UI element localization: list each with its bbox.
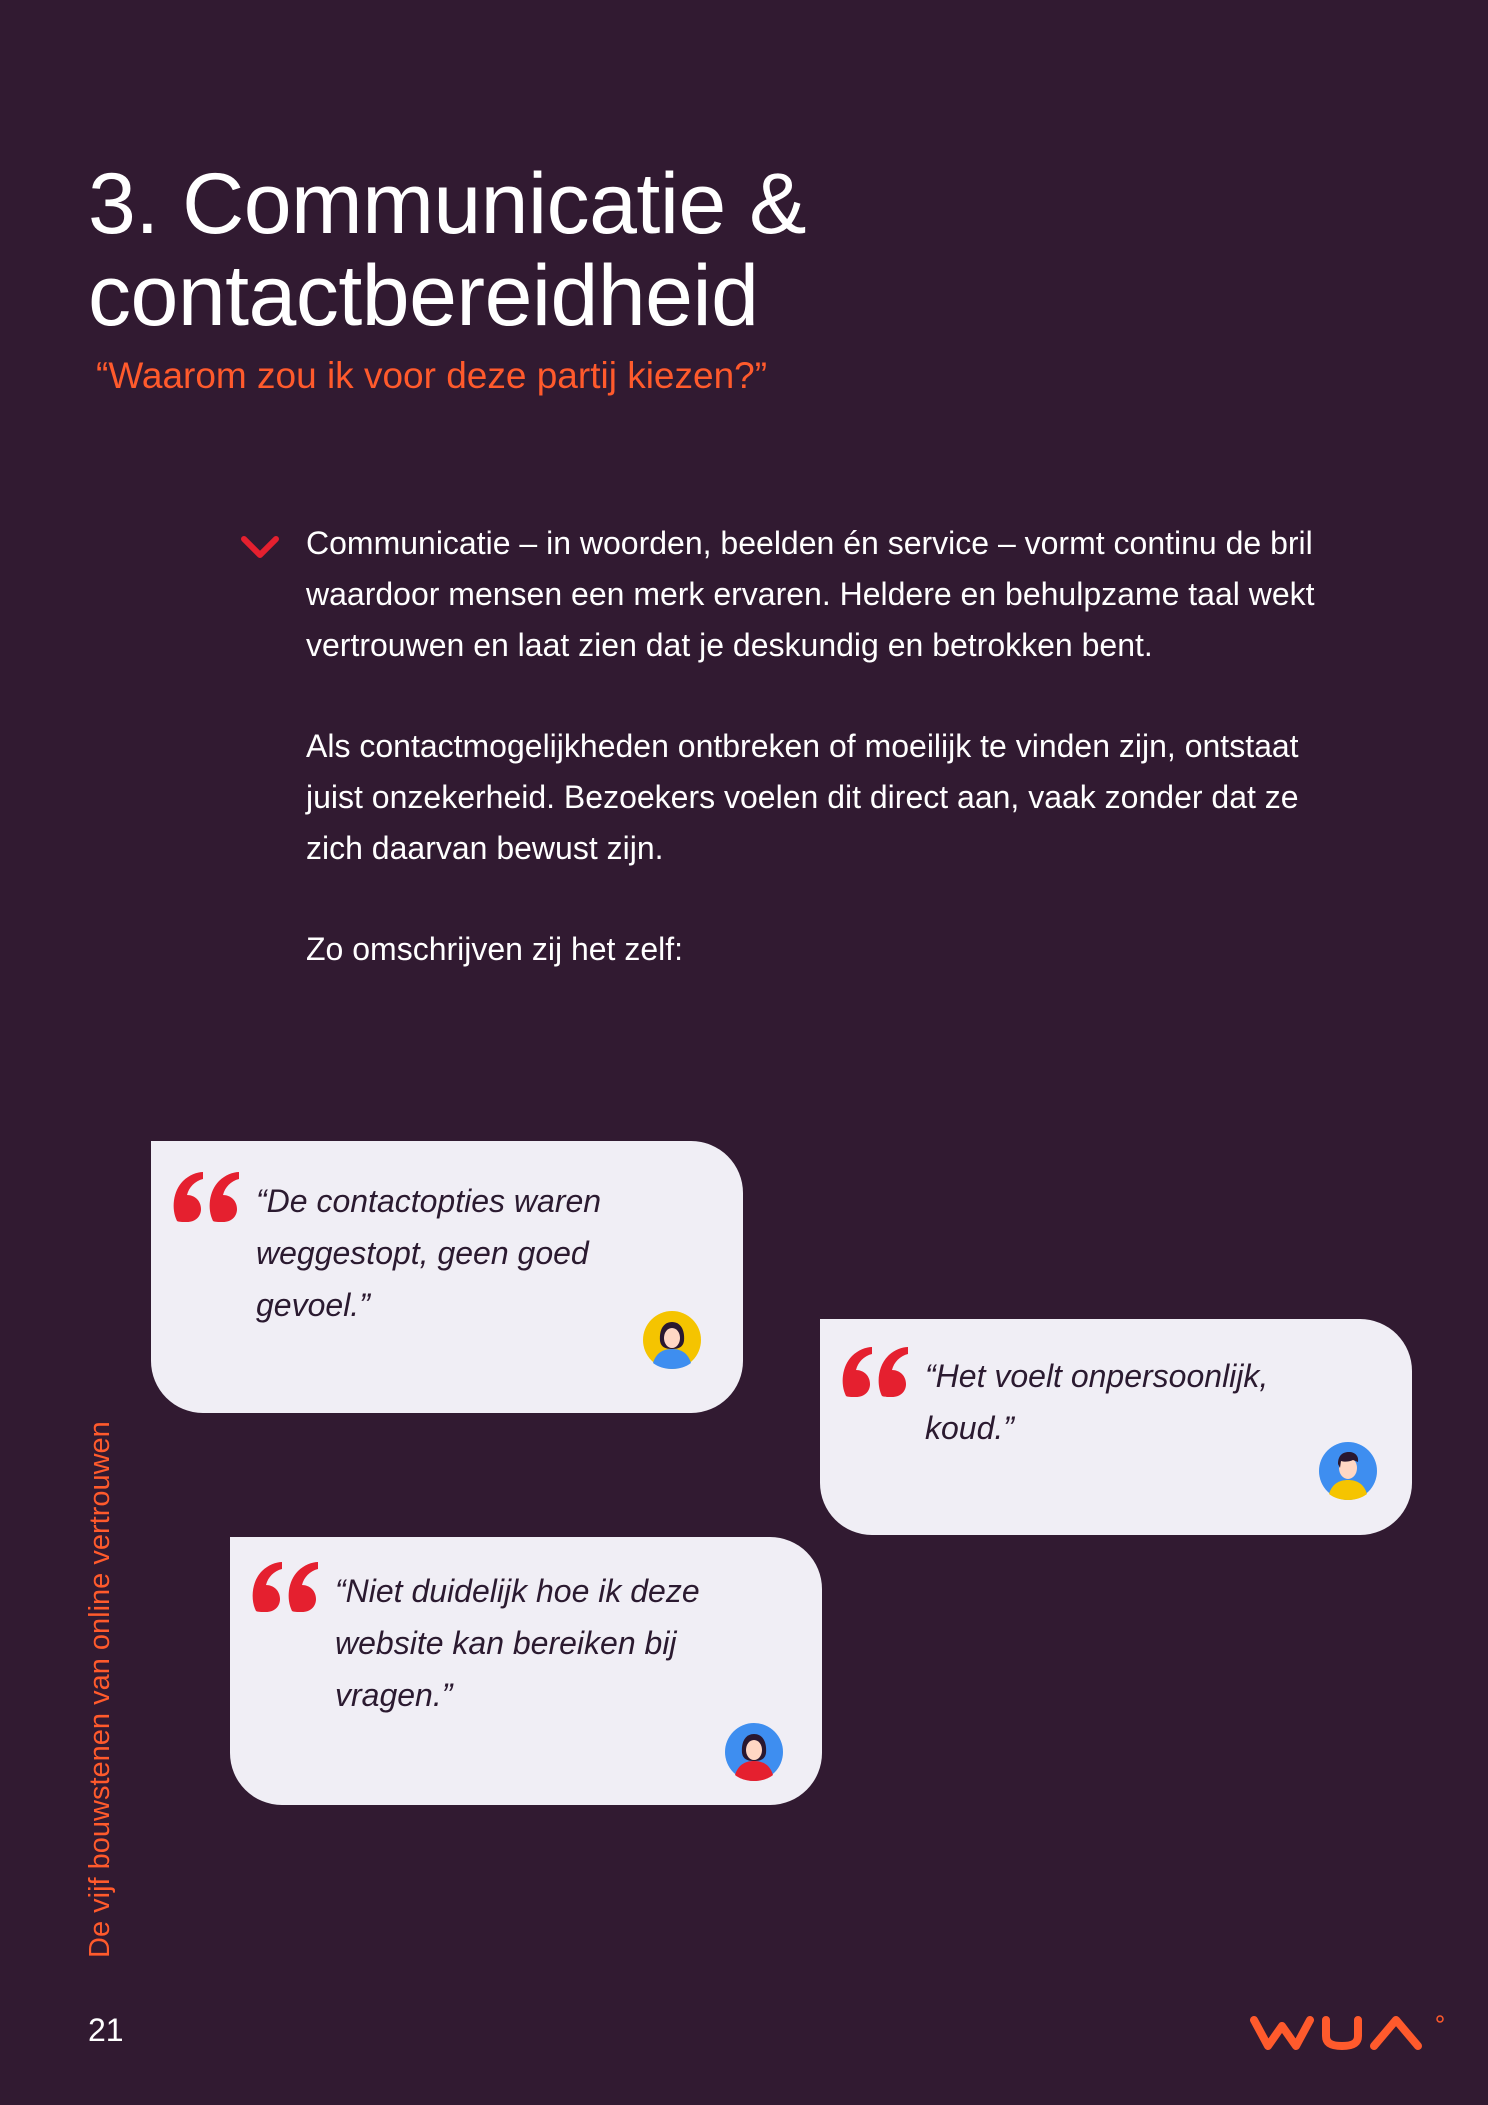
body-paragraph-2: Als contactmogelijkheden ontbreken of moeilijk te vinden zijn, ontstaat juist onzekerheid. Bezoekers voelen dit direct aan, vaak zonder dat ze zich daarvan bewust zijn. [306, 728, 1299, 866]
body-text [306, 518, 1346, 1025]
man-avatar-blue-icon [1319, 1442, 1377, 1500]
body-paragraph-1: Communicatie – in woorden, beelden én service – vormt continu de bril waardoor mensen een merk ervaren. Heldere en behulpzame taal wekt vertrouwen en laat zien dat je deskundig en betrokken bent. [306, 525, 1315, 663]
quote-card [230, 1537, 822, 1805]
page-subtitle: “Waarom zou ik voor deze partij kiezen?” [96, 355, 768, 396]
woman-avatar-blue-icon [725, 1723, 783, 1781]
wua-logo [1250, 2012, 1446, 2052]
quote-text: “Het voelt onpersoonlijk, koud.” [925, 1358, 1269, 1446]
page-title [88, 158, 1188, 342]
quote-card [151, 1141, 743, 1413]
quote-mark-icon [838, 1344, 912, 1400]
quote-card [820, 1319, 1412, 1535]
side-label: De vijf bouwstenen van online vertrouwen [84, 1421, 116, 1958]
chevron-down-icon [240, 533, 280, 563]
title-line-2: contactbereidheid [88, 248, 759, 344]
body-paragraph-3: Zo omschrijven zij het zelf: [306, 931, 684, 967]
quote-text: “De contactopties waren weggestopt, geen goed gevoel.” [256, 1183, 602, 1323]
title-line-1: 3. Communicatie & [88, 156, 807, 252]
quote-text: “Niet duidelijk hoe ik deze website kan bereiken bij vragen.” [335, 1573, 700, 1713]
quote-mark-icon [169, 1169, 243, 1225]
quote-mark-icon [248, 1559, 322, 1615]
page-number: 21 [88, 2012, 124, 2048]
woman-avatar-yellow-icon [643, 1311, 701, 1369]
